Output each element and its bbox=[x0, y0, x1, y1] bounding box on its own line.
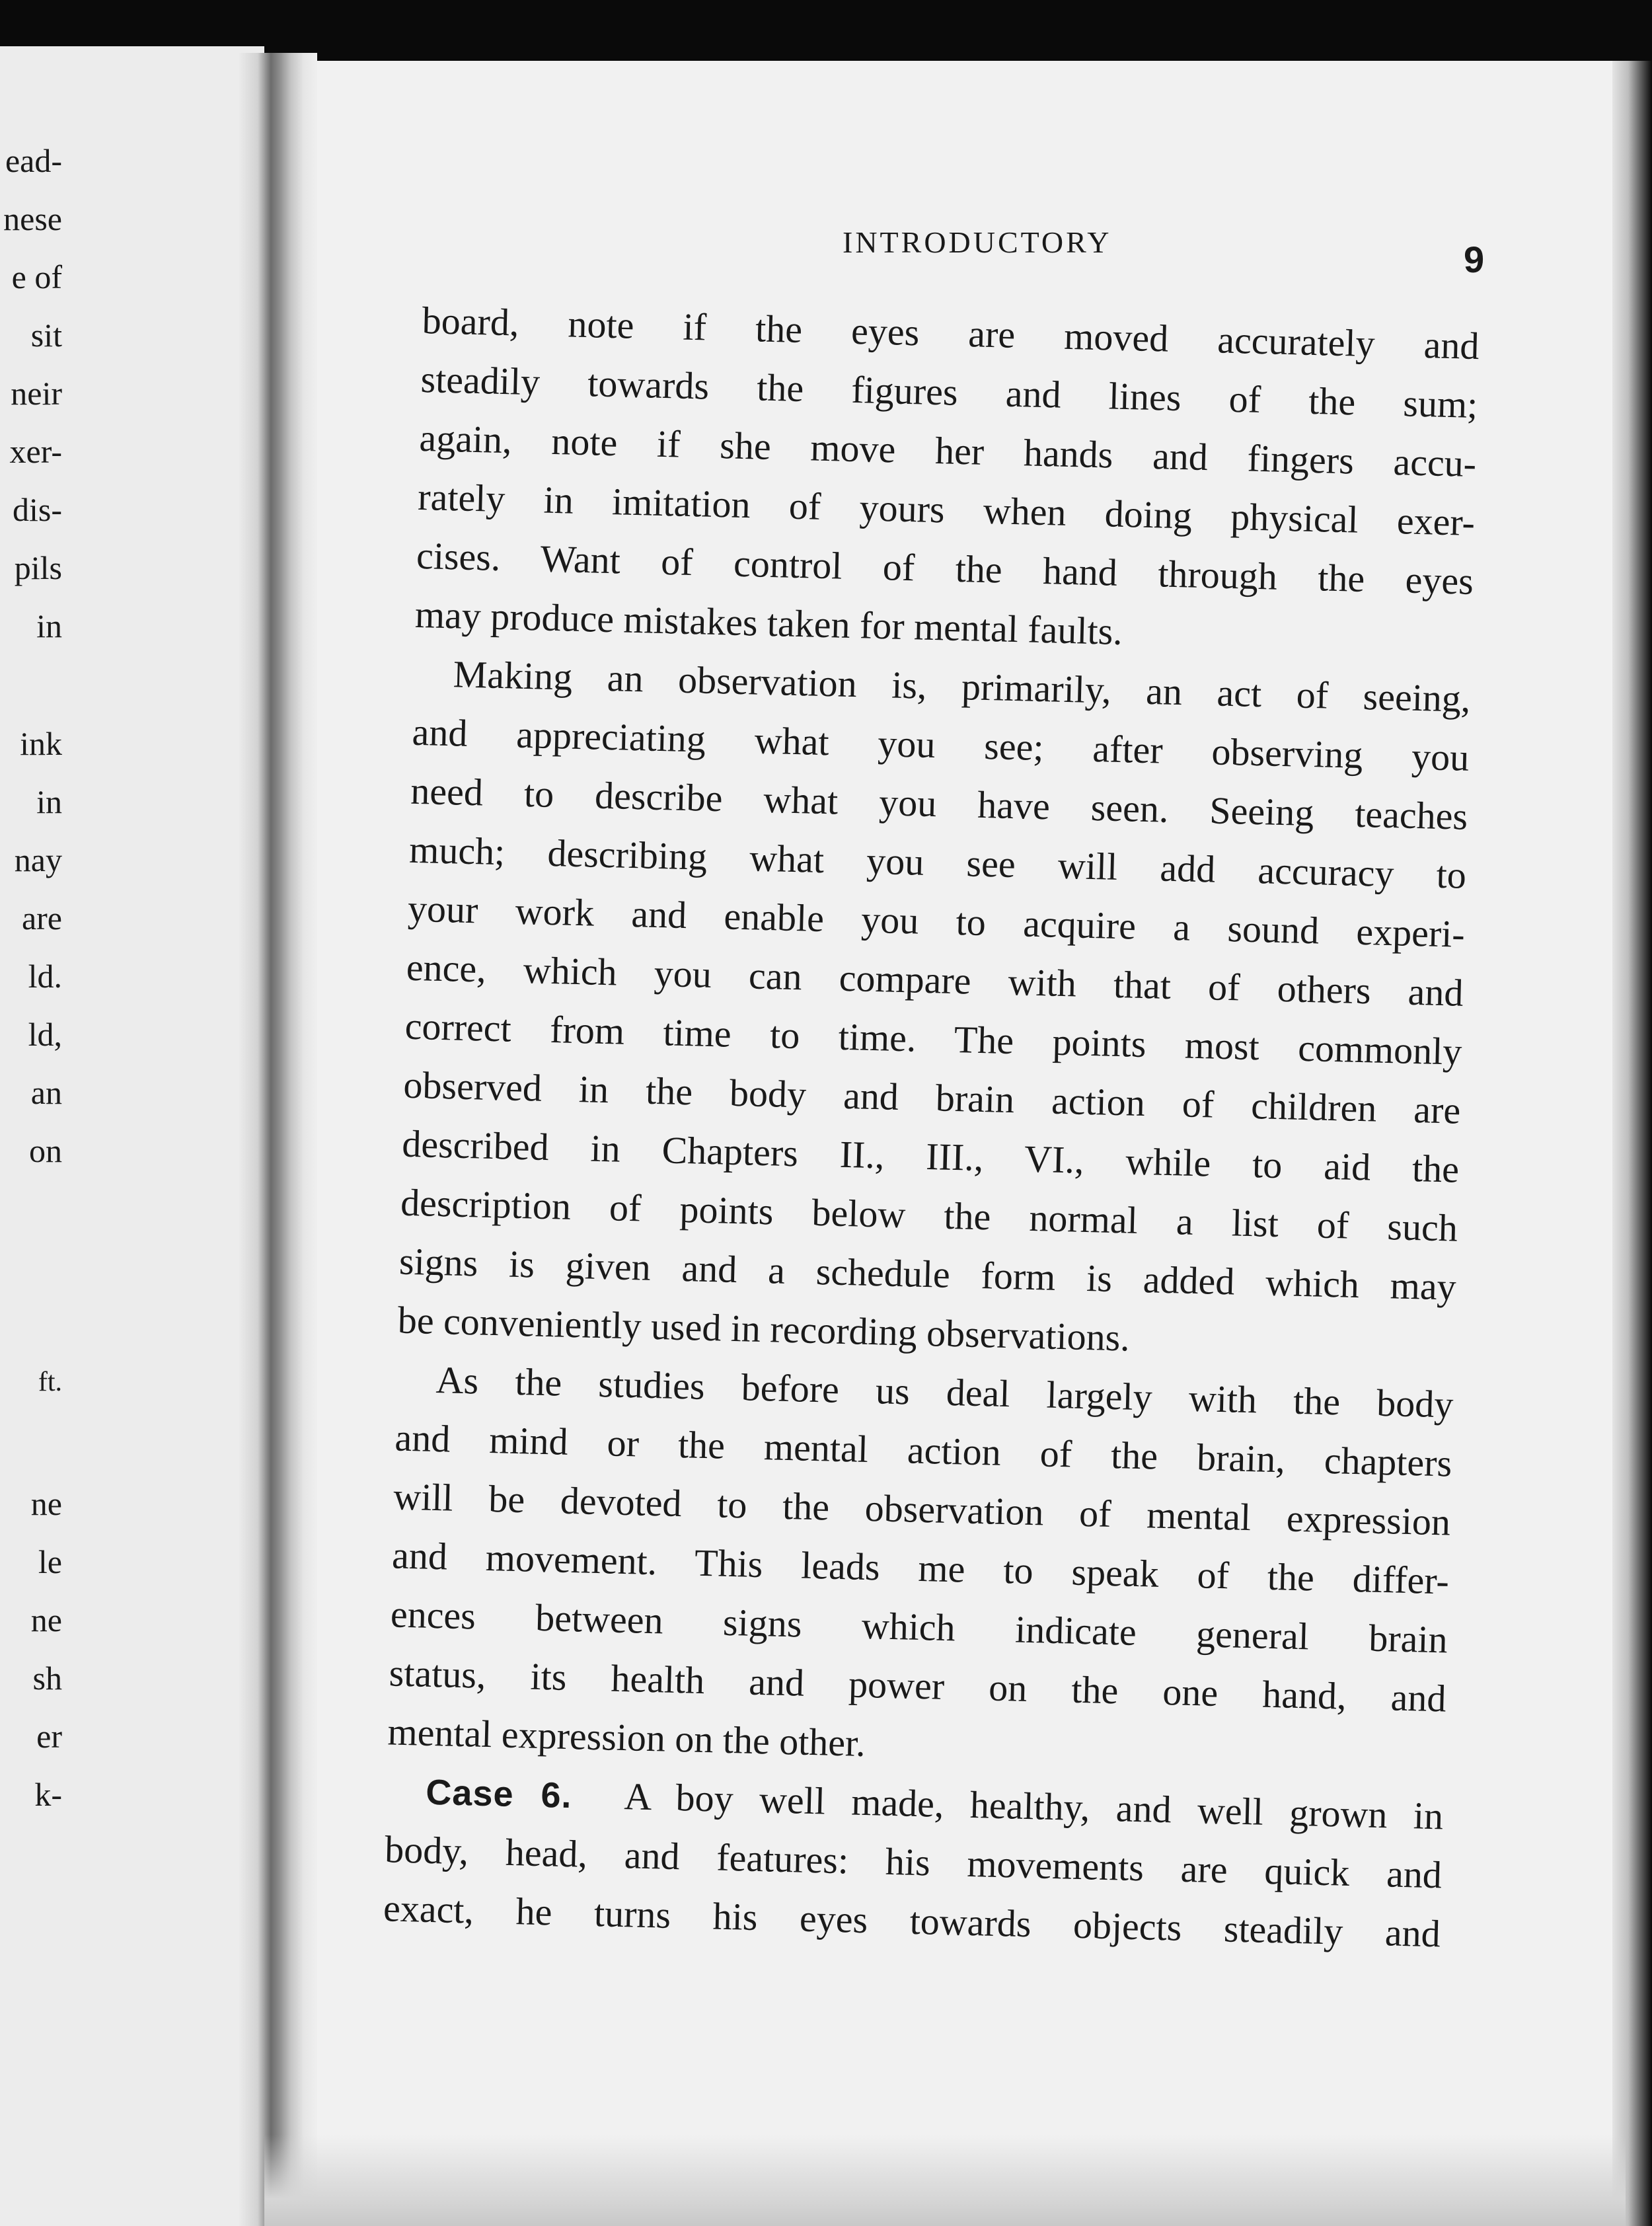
text-line: ences between signs which indicate general brain bbox=[390, 1592, 1448, 1662]
text-line: mental expression on the other. bbox=[387, 1710, 866, 1765]
left-page-fragment: are bbox=[21, 900, 62, 937]
left-page-fragment: ead- bbox=[5, 142, 62, 179]
text-line: your work and enable you to acquire a sound experi- bbox=[407, 886, 1466, 956]
text-line: and appreciating what you see; after observing you bbox=[411, 710, 1470, 779]
left-page-fragment: sit bbox=[30, 317, 62, 354]
case-label: Case 6. bbox=[425, 1772, 573, 1816]
left-page-fragment: e of bbox=[11, 258, 62, 295]
text-line: need to describe what you have seen. Seeing teaches bbox=[410, 769, 1468, 838]
text-line: rately in imitation of yours when doing physical exer- bbox=[417, 475, 1476, 544]
text-line: body, head, and features: his movements are quick and bbox=[384, 1827, 1443, 1897]
left-page-fragment: ft. bbox=[38, 1367, 62, 1397]
text-line: description of points below the normal a list of such bbox=[400, 1180, 1458, 1250]
previous-page-edge bbox=[0, 46, 264, 2226]
left-page-fragment: ld. bbox=[28, 958, 62, 995]
running-head: INTRODUCTORY bbox=[843, 225, 1112, 259]
left-page-fragment: nese bbox=[3, 200, 62, 237]
left-page-fragment: dis- bbox=[13, 491, 62, 528]
text-line: As the studies before us deal largely with the body bbox=[435, 1358, 1454, 1426]
text-line: again, note if she move her hands and fingers accu- bbox=[418, 416, 1477, 486]
text-line: described in Chapters II., III., VI., while to aid the bbox=[401, 1122, 1460, 1191]
left-page-fragment: ne bbox=[30, 1601, 62, 1638]
text-line: will be devoted to the observation of mental expression bbox=[393, 1475, 1451, 1544]
body-text bbox=[383, 291, 1480, 1963]
text-line: cises. Want of control of the hand through the eyes bbox=[416, 533, 1474, 603]
text-line: correct from time to time. The points most commonly bbox=[404, 1004, 1463, 1073]
text-line: and movement. This leads me to speak of the differ- bbox=[391, 1533, 1450, 1603]
left-page-fragment: er bbox=[36, 1718, 62, 1755]
text-line: status, its health and power on the one hand, and bbox=[389, 1651, 1447, 1720]
page-bottom-shadow bbox=[264, 2135, 1626, 2226]
text-line: observed in the body and brain action of children are bbox=[402, 1063, 1461, 1132]
left-page-fragment: sh bbox=[32, 1660, 62, 1697]
left-page-fragment: k- bbox=[34, 1776, 62, 1813]
left-page-fragment: neir bbox=[11, 375, 62, 412]
left-page-fragment: le bbox=[38, 1543, 62, 1580]
left-page-fragment: ink bbox=[20, 725, 62, 762]
text-line: and mind or the mental action of the brain, chapters bbox=[394, 1416, 1452, 1485]
left-page-fragment: ne bbox=[30, 1485, 62, 1522]
text-line: steadily towards the figures and lines of the sum; bbox=[420, 357, 1479, 427]
left-page-fragment: on bbox=[29, 1132, 62, 1169]
book-gutter bbox=[238, 53, 317, 2226]
text-line: ence, which you can compare with that of others and bbox=[406, 945, 1464, 1015]
text-line: A boy well made, healthy, and well grown in bbox=[623, 1775, 1444, 1838]
left-page-fragment: pils bbox=[14, 549, 62, 586]
text-line: be conveniently used in recording observations. bbox=[397, 1298, 1131, 1360]
text-line: Making an observation is, primarily, an act of seeing, bbox=[453, 652, 1472, 720]
text-line: much; describing what you see will add accuracy to bbox=[408, 827, 1467, 897]
text-line: may produce mistakes taken for mental faults. bbox=[414, 592, 1123, 654]
text-line: board, note if the eyes are moved accurately and bbox=[422, 298, 1480, 368]
page-edge-shadow bbox=[1612, 61, 1652, 2226]
left-page-fragment: in bbox=[36, 607, 62, 644]
left-page-fragment: in bbox=[36, 783, 62, 820]
left-page-fragment: nay bbox=[14, 841, 62, 878]
left-page-fragment: xer- bbox=[9, 433, 62, 470]
page-number: 9 bbox=[1464, 239, 1485, 280]
text-line: exact, he turns his eyes towards objects steadily and bbox=[383, 1886, 1441, 1956]
left-page-fragment: ld, bbox=[28, 1016, 62, 1053]
text-line: signs is given and a schedule form is added which may bbox=[398, 1239, 1457, 1309]
left-page-fragment: an bbox=[30, 1074, 62, 1111]
